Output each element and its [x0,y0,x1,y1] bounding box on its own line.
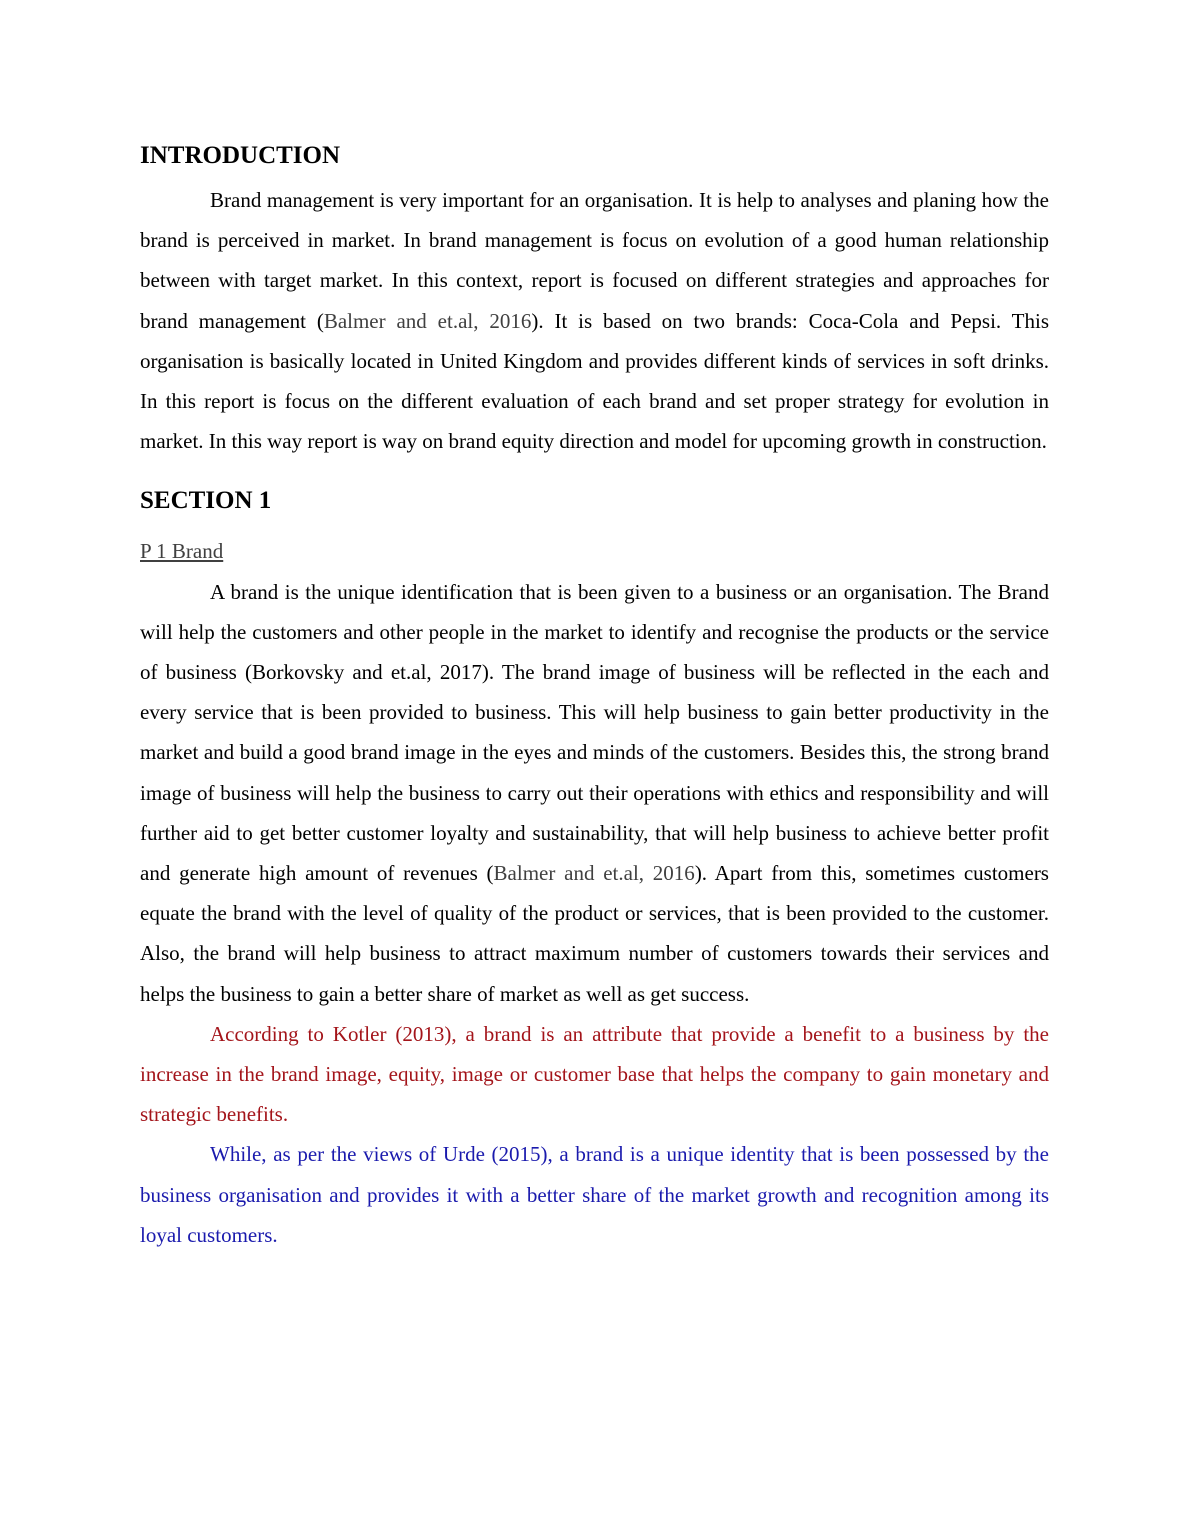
p1-brand-subheading: P 1 Brand [140,539,224,564]
brand-definition-paragraph [140,572,1049,1014]
introduction-citation: Balmer and et.al, 2016 [323,308,532,333]
kotler-paragraph: According to Kotler (2013), a brand is an attribute that provide a benefit to a business by the increase in the brand image, equity, image or customer base that helps the company to gain monetary and strategic benefits. [140,1021,1049,1127]
brand-definition-text-part-2: ). Apart from this, sometimes customers equate the brand with the level of quality of the product or services, that is been provided to the customer. Also, the brand will help business to attract maximum number of customers towards their services and helps the business to gain a better share of market as well as get success. [140,861,1049,1006]
introduction-heading: INTRODUCTION [140,142,341,169]
urde-paragraph: While, as per the views of Urde (2015), a brand is a unique identity that is been possessed by the business organisation and provides it with a better share of the market growth and recognition among its loyal customers. [140,1142,1049,1247]
introduction-text-part-1: Brand management is very important for an organisation. It is help to analyses and planing how the brand is perceived in market. In brand management is focus on evolution of a good human relationship between with target market. In this context, report is focused on different strategies and approaches for brand management ( [140,188,1049,333]
introduction-text-part-2: ). It is based on two brands: Coca-Cola and Pepsi. This organisation is basically located in United Kingdom and provides different kinds of services in soft drinks. In this report is focus on the different evaluation of each brand and set proper strategy for evolution in market. In this way report is way on brand equity direction and model for upcoming growth in construction. [140,308,1049,454]
brand-definition-citation: Balmer and et.al, 2016 [493,861,695,886]
introduction-paragraph [140,180,1049,461]
document-page [140,138,1049,1255]
brand-definition-text-part-1: A brand is the unique identification that is been given to a business or an organisation. The Brand will help the customers and other people in the market to identify and recognise the products or the service of business (Borkovsky and et.al, 2017). The brand image of business will be reflected in the each and every service that is been provided to business. This will help business to gain better productivity in the market and build a good brand image in the eyes and minds of the customers. Besides this, the strong brand image of business will help the business to carry out their operations with ethics and responsibility and will further aid to get better customer loyalty and sustainability, that will help business to achieve better profit and generate high amount of revenues ( [140,579,1049,886]
section-1-heading: SECTION 1 [140,487,272,515]
